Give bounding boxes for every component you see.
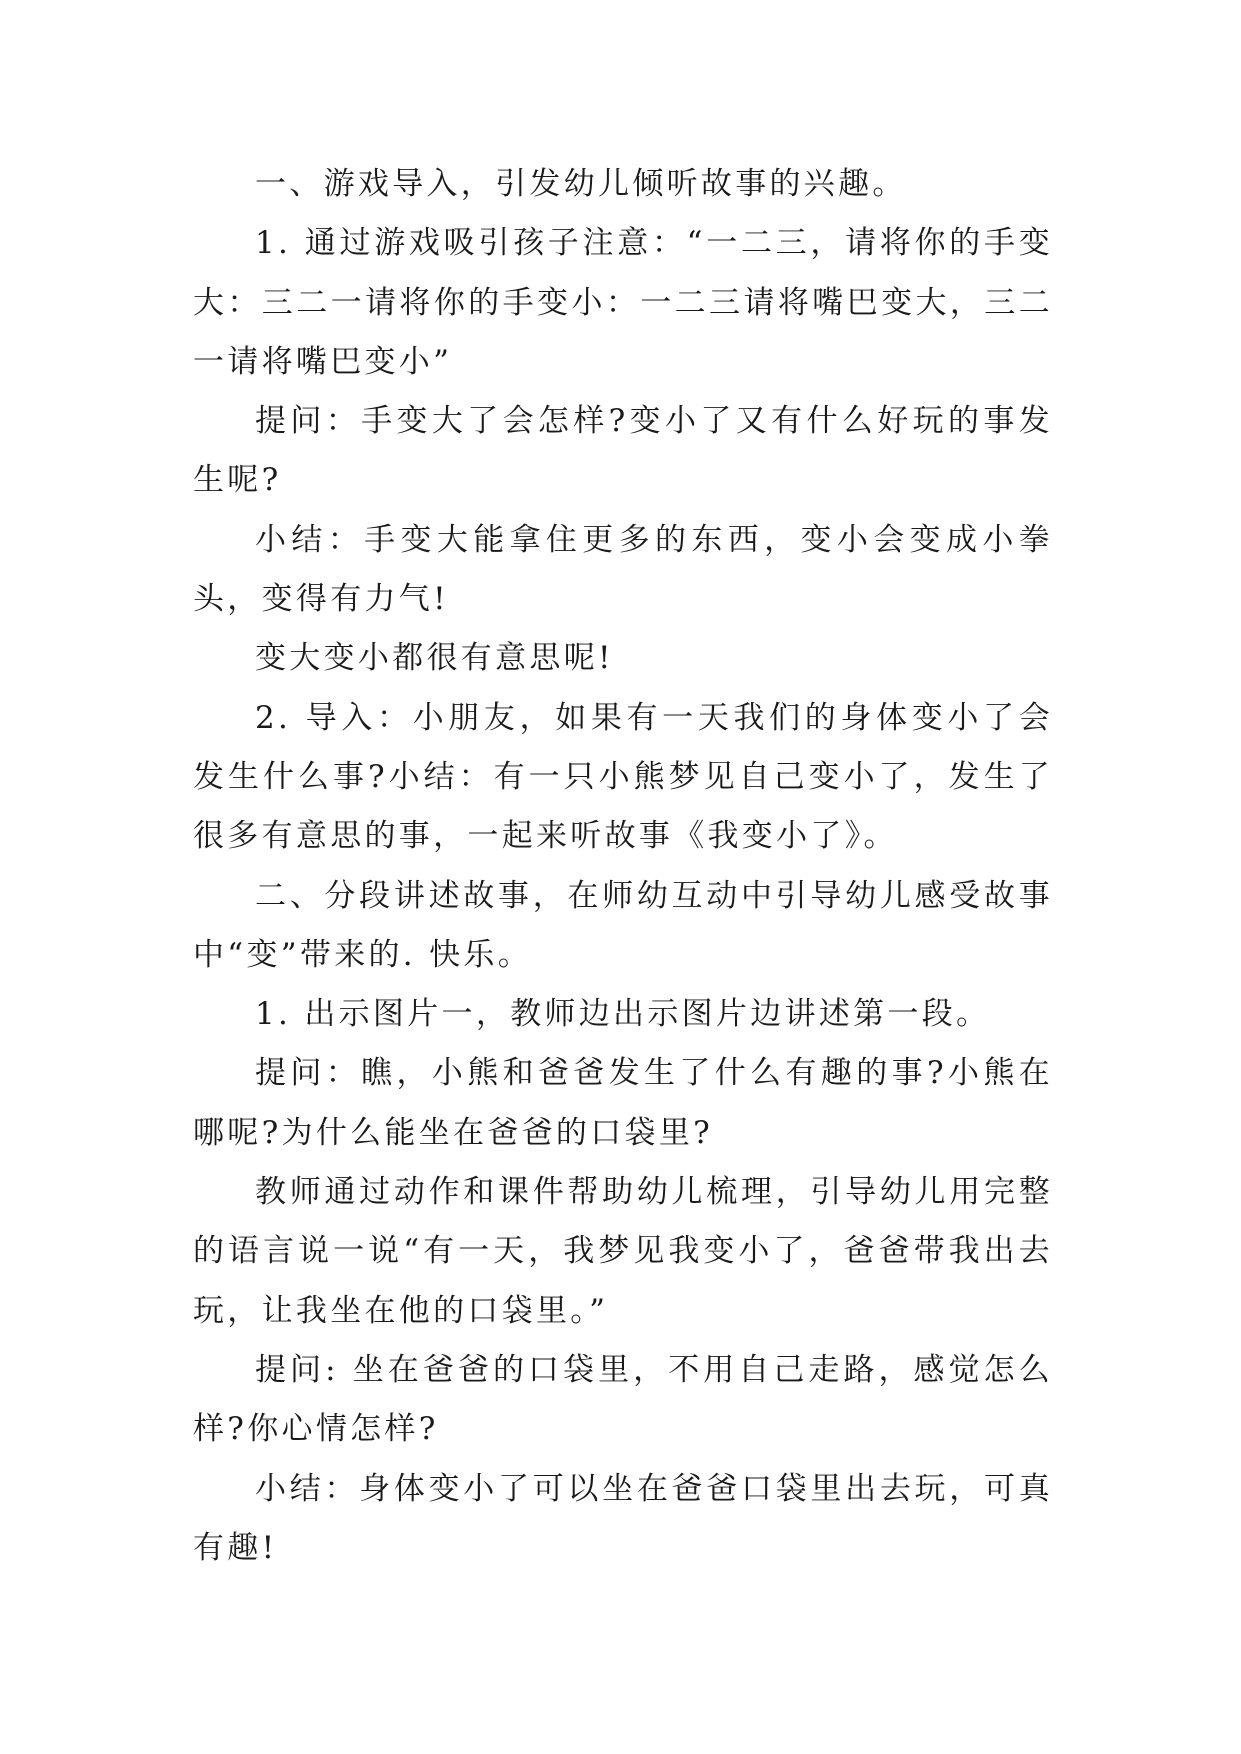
step-1-game: 1. 通过游戏吸引孩子注意：“一二三，请将你的手变大：三二一请将你的手变小：一二三请将嘴巴变大，三二一请将嘴巴变小”	[193, 225, 1053, 380]
text-paragraph: 变大变小都很有意思呢!	[255, 640, 614, 677]
step-2-intro: 2. 导入：小朋友，如果有一天我们的身体变小了会发生什么事?小结：有一只小熊梦见自己变小了，发生了很多有意思的事，一起来听故事《我变小了》。	[193, 699, 1053, 855]
summary-paragraph: 小结：手变大能拿住更多的东西，变小会变成小拳头，变得有力气!	[193, 521, 1053, 618]
teacher-guidance-paragraph: 教师通过动作和课件帮助幼儿梳理，引导幼儿用完整的语言说一说“有一天，我梦见我变小了，爸爸带我出去玩，让我坐在他的口袋里。”	[193, 1174, 1053, 1329]
step-1-picture: 1. 出示图片一，教师边出示图片边讲述第一段。	[255, 996, 991, 1033]
question-paragraph: 提问: 坐在爸爸的口袋里，不用自己走路，感觉怎么样?你心情怎样?	[193, 1351, 1053, 1448]
question-paragraph: 提问：瞧，小熊和爸爸发生了什么有趣的事?小熊在哪呢?为什么能坐在爸爸的口袋里?	[193, 1055, 1053, 1151]
summary-paragraph: 小结：身体变小了可以坐在爸爸口袋里出去玩，可真有趣!	[193, 1470, 1053, 1566]
section-heading-1: 一、游戏导入，引发幼儿倾听故事的兴趣。	[255, 166, 907, 202]
document-page	[193, 155, 1053, 1578]
question-paragraph: 提问：手变大了会怎样?变小了又有什么好玩的事发生呢?	[193, 403, 1053, 499]
section-heading-2: 二、分段讲述故事，在师幼互动中引导幼儿感受故事中“变”带来的. 快乐。	[193, 877, 1053, 973]
